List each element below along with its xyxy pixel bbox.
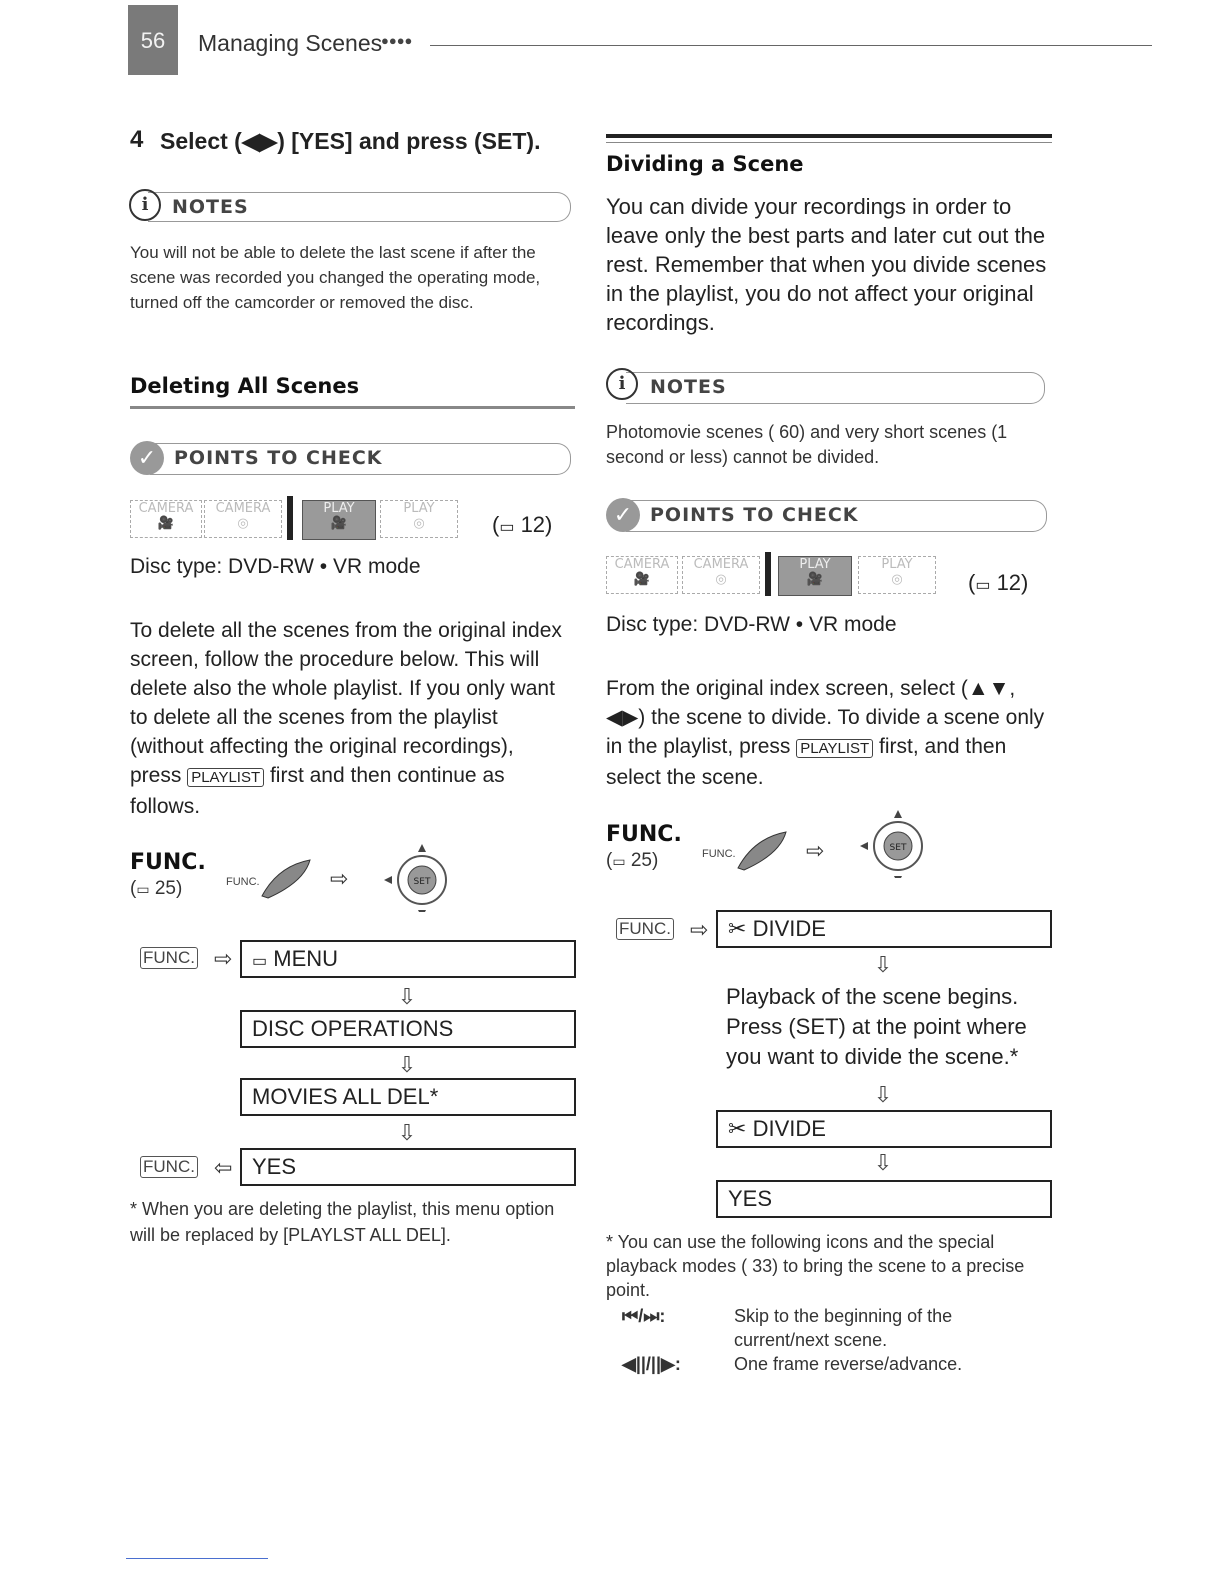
func-key: FUNC. (616, 918, 674, 940)
disc-type: Disc type: DVD-RW • VR mode (130, 555, 421, 578)
scissors-icon: ✂ (728, 1116, 747, 1141)
check-icon: ✓ (130, 441, 164, 475)
playlist-key: PLAYLIST (796, 739, 873, 758)
menu-step-movies-all-del: MOVIES ALL DEL* (240, 1078, 576, 1116)
joystick-dial-icon (858, 808, 928, 878)
points-heading-right: POINTS TO CHECK (650, 504, 859, 526)
down-arrow-icon: ⇩ (873, 1082, 893, 1107)
func-small-label: FUNC. (226, 876, 260, 888)
section-title-deleting: Deleting All Scenes (130, 374, 360, 398)
info-icon: i (606, 368, 638, 400)
down-arrow-icon: ⇩ (873, 952, 893, 977)
func-key: FUNC. (140, 947, 198, 969)
mode-play-movie-icon: PLAY 🎥 (302, 500, 376, 540)
header-title: Managing Scenes (198, 30, 383, 56)
section-title-dividing: Dividing a Scene (606, 152, 804, 176)
section-rule (130, 406, 575, 409)
step-4-text: Select (◀▶) [YES] and press (SET). (160, 128, 541, 154)
arrow-left-icon: ⇦ (214, 1155, 233, 1180)
right-arrow-icon: ⇨ (330, 866, 349, 891)
page-ref-12-right: (▭ 12) (968, 570, 1029, 595)
mode-separator (287, 496, 293, 540)
func-label: FUNC. (130, 850, 206, 875)
func-ref-right: (▭ 25) (606, 850, 659, 871)
left-footnote: * When you are deleting the playlist, this menu option will be replaced by [PLAYLST ALL DEL]. (130, 1199, 555, 1245)
info-icon: i (129, 189, 161, 221)
svg-text:SET: SET (413, 877, 431, 887)
mode-camera-photo-icon: CAMERA ◎ (682, 556, 760, 594)
page-ref-12: (▭ 12) (492, 512, 553, 537)
skip-icon: ⏮/⏭: (622, 1306, 666, 1326)
divide-step-3: YES (716, 1180, 1052, 1218)
svg-text:SET: SET (889, 843, 907, 853)
dividing-body: From the original index screen, select (▲▼, ◀▶) the scene to divide. To divide a scene only in the playlist, press PLAYLIST first, and then select the scene. (606, 677, 1045, 789)
playlist-key: PLAYLIST (187, 768, 264, 787)
frame-advance-icon: ◀||/||▶: (622, 1354, 681, 1374)
divide-step-2: ✂ DIVIDE (716, 1110, 1052, 1148)
playback-text: Playback of the scene begins. Press (SET) at the point where you want to divide the scene.* (726, 984, 1027, 1069)
mode-camera-movie-icon: CAMERA 🎥 (130, 500, 202, 538)
right-arrow-icon: ⇨ (806, 838, 825, 863)
footer-rule (126, 1558, 268, 1559)
check-icon: ✓ (606, 498, 640, 532)
notes-heading-right: NOTES (650, 376, 727, 398)
points-heading: POINTS TO CHECK (174, 447, 383, 469)
down-arrow-icon: ⇩ (397, 984, 417, 1009)
notes-heading: NOTES (172, 196, 249, 218)
arrow-right-icon: ⇨ (690, 917, 709, 942)
func-small-label-right: FUNC. (702, 848, 736, 860)
arrow-right-icon: ⇨ (214, 946, 233, 971)
disc-type-right: Disc type: DVD-RW • VR mode (606, 613, 897, 636)
right-footnote: * You can use the following icons and the special playback modes ( 33) to bring the scene to a precise point. (606, 1232, 1025, 1300)
down-arrow-icon: ⇩ (397, 1052, 417, 1077)
notes-text-right: Photomovie scenes ( 60) and very short scenes (1 second or less) cannot be divided. (606, 422, 1008, 467)
mode-play-photo-icon: PLAY ◎ (858, 556, 936, 594)
notes-text: You will not be able to delete the last scene if after the scene was recorded you changed the operating mode, turned off the camcorder or removed the disc. (130, 243, 541, 312)
mode-camera-movie-icon: CAMERA 🎥 (606, 556, 678, 594)
func-key: FUNC. (140, 1156, 198, 1178)
section-top-rule (606, 134, 1052, 138)
section-top-rule-thin (606, 142, 1052, 143)
func-button-icon (734, 828, 794, 872)
joystick-dial-icon (382, 842, 452, 912)
dividing-intro: You can divide your recordings in order to leave only the best parts and later cut out the rest. Remember that when you divide scenes in the playlist, you do not affect your original recordings. (606, 194, 1047, 335)
func-ref: (▭ 25) (130, 878, 183, 899)
mode-play-movie-icon: PLAY 🎥 (778, 556, 852, 596)
delete-all-body: To delete all the scenes from the original index screen, follow the procedure below. This will delete also the whole playlist. If you only want to delete all the scenes from the playlist (without affecting the original recordings), press PLAYLIST first and then continue as follows. (130, 619, 562, 818)
mode-camera-photo-icon: CAMERA ◎ (204, 500, 282, 538)
mode-play-photo-icon: PLAY ◎ (380, 500, 458, 538)
header-rule (430, 45, 1152, 46)
down-arrow-icon: ⇩ (873, 1150, 893, 1175)
func-button-icon (258, 856, 318, 900)
divide-step-1: ✂ DIVIDE (716, 910, 1052, 948)
menu-step-disc-operations: DISC OPERATIONS (240, 1010, 576, 1048)
menu-step-menu: ▭ MENU (240, 940, 576, 978)
step-4-number: 4 (130, 126, 144, 153)
header-dots: ●●●● (381, 33, 413, 48)
page-number: 56 (140, 28, 166, 53)
frame-advance-text: One frame reverse/advance. (734, 1354, 963, 1374)
skip-text: Skip to the beginning of the current/next scene. (734, 1306, 953, 1350)
menu-step-yes: YES (240, 1148, 576, 1186)
down-arrow-icon: ⇩ (397, 1120, 417, 1145)
func-label-right: FUNC. (606, 822, 682, 847)
scissors-icon: ✂ (728, 916, 747, 941)
mode-separator (765, 552, 771, 596)
